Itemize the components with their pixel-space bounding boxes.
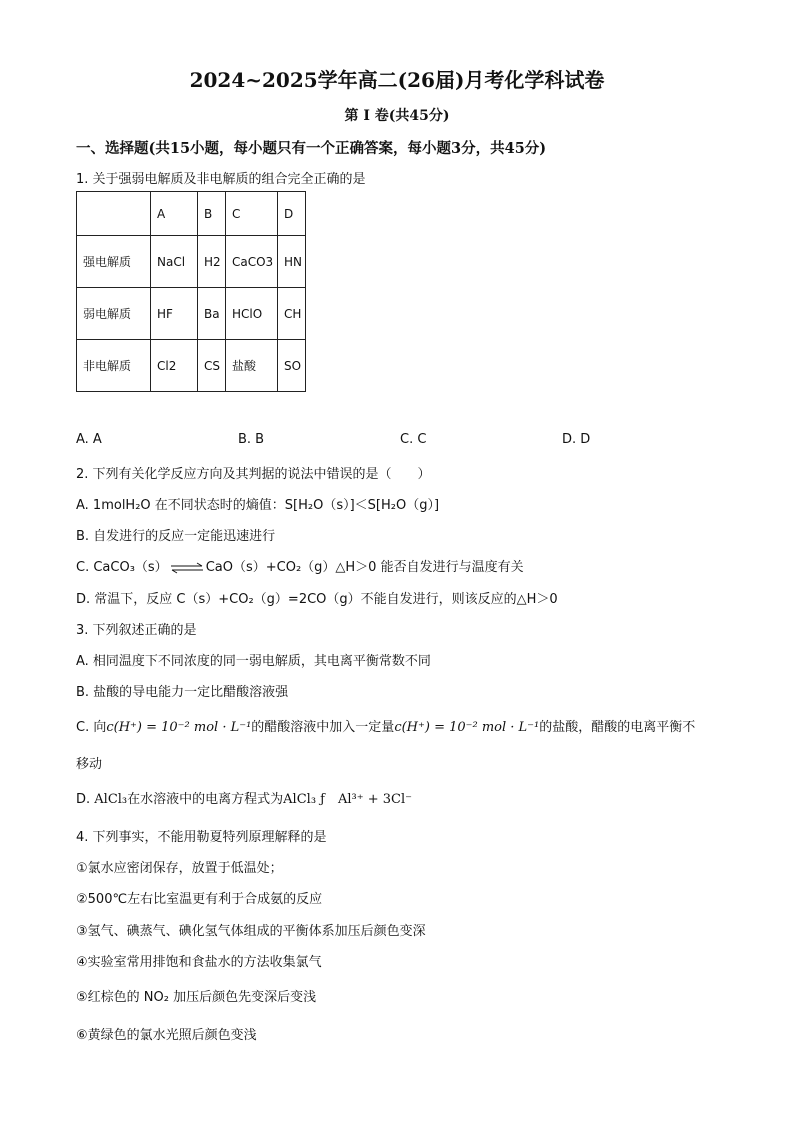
q3-option-d-text: 在水溶液中的电离方程式为 — [127, 792, 284, 807]
table-cell: 非电解质 — [77, 340, 151, 392]
section-heading: 一、选择题(共15小题，每小题只有一个正确答案，每小题3分，共45分) — [76, 140, 547, 157]
table-cell: SO — [278, 340, 306, 392]
q2-stem: 2. 下列有关化学反应方向及其判据的说法中错误的是（ ） — [76, 467, 431, 482]
q4-item-6: ⑥黄绿色的氯水光照后颜色变浅 — [76, 1028, 257, 1043]
q4-item-4: ④实验室常用排饱和食盐水的方法收集氯气 — [76, 955, 322, 970]
table-cell: H2 — [198, 236, 226, 288]
q4-item-5: ⑤红棕色的 NO₂ 加压后颜色先变深后变浅 — [76, 990, 317, 1005]
table-cell: NaCl — [151, 236, 198, 288]
table-cell: D — [278, 192, 306, 236]
q1-option-c: C. C — [400, 432, 427, 447]
q3-option-a: A. 相同温度下不同浓度的同一弱电解质，其电离平衡常数不同 — [76, 654, 431, 669]
q2-option-c-rest: CaO（s）+CO₂（g）△H＞0 能否自发进行与温度有关 — [205, 560, 524, 575]
table-row — [77, 192, 306, 236]
table-cell: 强电解质 — [77, 236, 151, 288]
table-row — [77, 236, 306, 288]
q1-table — [76, 191, 306, 392]
q2-option-a: A. 1molH₂O 在不同状态时的熵值：S[H₂O（s）]＜S[H₂O（g）] — [76, 498, 440, 513]
q2-option-b: B. 自发进行的反应一定能迅速进行 — [76, 529, 276, 544]
table-cell: Ba — [198, 288, 226, 340]
q1-stem: 1. 关于强弱电解质及非电解质的组合完全正确的是 — [76, 172, 366, 187]
table-cell: HClO — [226, 288, 278, 340]
table-cell: CS — [198, 340, 226, 392]
table-cell: 弱电解质 — [77, 288, 151, 340]
q3-option-c-text: 的醋酸溶液中加入一定量 — [251, 720, 395, 735]
q3-option-c — [76, 716, 695, 735]
table-cell: HF — [151, 288, 198, 340]
table-cell: 盐酸 — [226, 340, 278, 392]
table-cell — [77, 192, 151, 236]
q3-option-c-text: 的盐酸，醋酸的电离平衡不 — [539, 720, 696, 735]
q3-stem: 3. 下列叙述正确的是 — [76, 623, 197, 638]
q1-option-b: B. B — [238, 432, 265, 447]
q2-option-c — [76, 556, 524, 575]
q4-stem: 4. 下列事实，不能用勒夏特列原理解释的是 — [76, 830, 327, 845]
table-cell: CH — [278, 288, 306, 340]
q3-option-c-continued: 移动 — [76, 757, 103, 772]
q4-item-1: ①氯水应密闭保存，放置于低温处； — [76, 861, 283, 876]
q4-item-2: ②500℃左右比室温更有利于合成氨的反应 — [76, 892, 323, 907]
table-cell: CaCO3 — [226, 236, 278, 288]
exam-title: 2024~2025学年高二(26届)月考化学科试卷 — [189, 68, 605, 92]
q3-option-d-formula: AlCl₃ — [94, 792, 128, 807]
q3-option-c-formula: c(H⁺) = 10⁻² mol · L⁻¹ — [394, 720, 540, 735]
q3-option-b: B. 盐酸的导电能力一定比醋酸溶液强 — [76, 685, 289, 700]
q1-option-a: A. A — [76, 432, 102, 447]
table-cell: B — [198, 192, 226, 236]
q3-option-c-text: C. 向 — [76, 720, 107, 735]
table-row — [77, 340, 306, 392]
q2-option-c-reactant: C. CaCO₃（s） — [76, 560, 168, 575]
q4-item-3: ③氢气、碘蒸气、碘化氢气体组成的平衡体系加压后颜色变深 — [76, 924, 426, 939]
table-cell: HN — [278, 236, 306, 288]
q3-option-d — [76, 788, 412, 807]
q2-option-d: D. 常温下，反应 C（s）+CO₂（g）=2CO（g）不能自发进行，则该反应的△H＞0 — [76, 592, 558, 607]
table-cell: Cl2 — [151, 340, 198, 392]
q3-option-c-formula: c(H⁺) = 10⁻² mol · L⁻¹ — [106, 720, 252, 735]
exam-subtitle: 第 I 卷(共45分) — [344, 108, 450, 124]
equilibrium-arrow-icon — [170, 562, 204, 574]
table-cell: A — [151, 192, 198, 236]
table-cell: C — [226, 192, 278, 236]
table-row — [77, 288, 306, 340]
q3-option-d-equation: AlCl₃ ƒ Al³⁺ + 3Cl⁻ — [283, 792, 412, 807]
q3-option-d-text: D. — [76, 792, 95, 807]
q1-option-d: D. D — [562, 432, 591, 447]
